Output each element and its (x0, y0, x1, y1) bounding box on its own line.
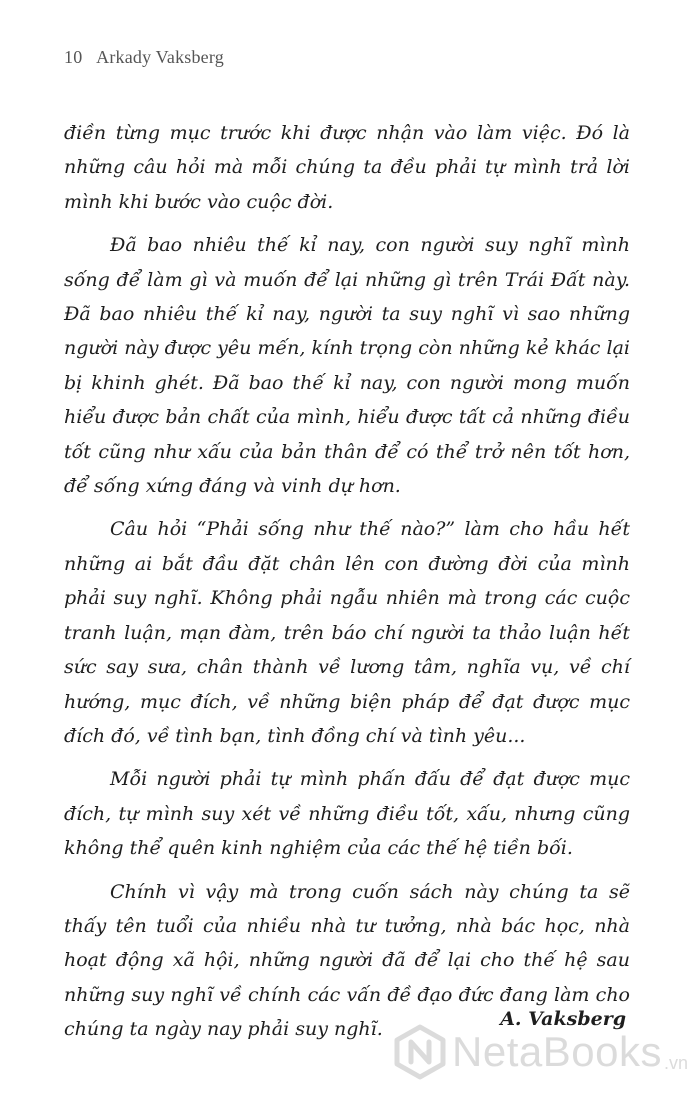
running-header (64, 47, 224, 68)
watermark-text: NetaBooks (452, 1028, 662, 1075)
paragraph: Chính vì vậy mà trong cuốn sách này chúng ta sẽ thấy tên tuổi của nhiều nhà tư tưởng, nhà bác học, nhà hoạt động xã hội, những người đã để lại cho thế hệ sau những suy nghĩ về chính các vấn đề đạo đức đang làm cho chúng ta ngày nay phải suy nghĩ. (64, 880, 630, 1041)
paragraph-continuation: điền từng mục trước khi được nhận vào làm việc. Đó là những câu hỏi mà mỗi chúng ta đều phải tự mình trả lời mình khi bước vào cuộc đời. (64, 122, 630, 213)
watermark-suffix: .vn (663, 1053, 688, 1073)
paragraph: Mỗi người phải tự mình phấn đấu để đạt được mục đích, tự mình suy xét về những điều tốt, xấu, nhưng cũng không thể quên kinh nghiệm của các thế hệ tiền bối. (64, 768, 630, 860)
paragraph: Đã bao nhiêu thế kỉ nay, con người suy nghĩ mình sống để làm gì và muốn để lại những gì trên Trái Đất này. Đã bao nhiêu thế kỉ nay, người ta suy nghĩ vì sao những người này được yêu mến, kính trọng còn những kẻ khác lại bị khinh ghét. Đã bao thế kỉ nay, con người mong muốn hiểu được bản chất của mình, hiểu được tất cả những điều tốt cũng như xấu của bản thân để có thể trở nên tốt hơn, để sống xứng đáng và vinh dự hơn. (64, 234, 630, 498)
watermark (392, 1024, 688, 1080)
signature: A. Vaksberg (500, 1008, 626, 1030)
header-author: Arkady Vaksberg (96, 47, 224, 67)
paragraph: Câu hỏi “Phải sống như thế nào?” làm cho hầu hết những ai bắt đầu đặt chân lên con đường đời của mình phải suy nghĩ. Không phải ngẫu nhiên mà trong các cuộc tranh luận, mạn đàm, trên báo chí người ta thảo luận hết sức say sưa, chân thành về lương tâm, nghĩa vụ, về chí hướng, mục đích, về những biện pháp để đạt được mục đích đó, về tình bạn, tình đồng chí và tình yêu... (64, 518, 630, 747)
page-number: 10 (64, 47, 83, 67)
body-text (64, 116, 630, 1056)
netabooks-logo-icon (392, 1024, 448, 1080)
